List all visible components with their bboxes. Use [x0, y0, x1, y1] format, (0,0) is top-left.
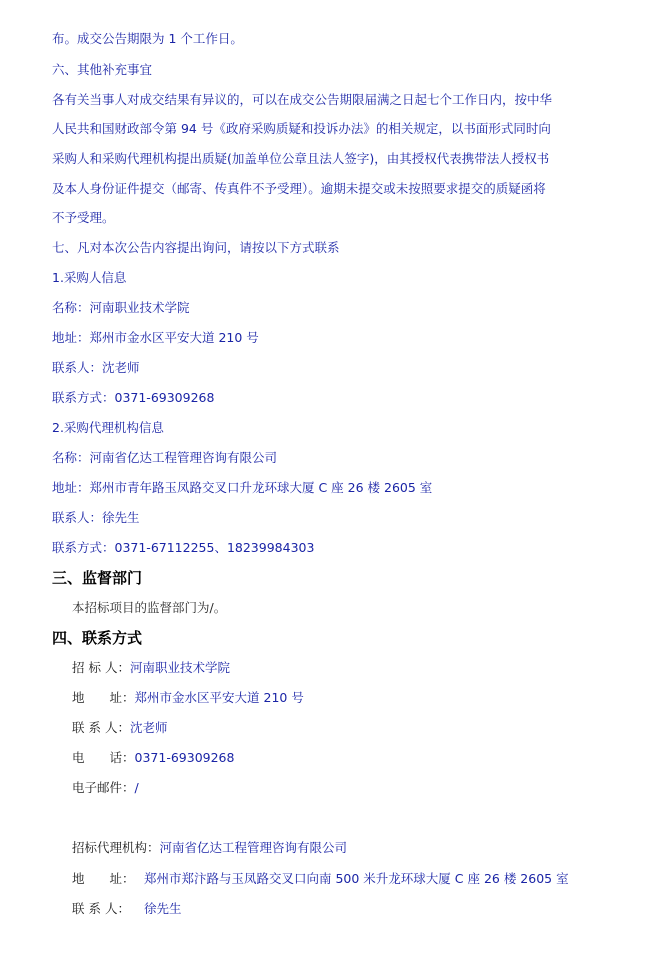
- agency-person-label: 联 系 人：: [72, 901, 130, 916]
- agency-contact-row: [72, 840, 347, 856]
- phone-value: 0371-69309268: [134, 750, 235, 765]
- contact-section-title: 四、联系方式: [52, 629, 143, 647]
- section6-title: 六、其他补充事宜: [52, 62, 153, 77]
- section6-tail: 布。成交公告期限为 1 个工作日。: [52, 31, 243, 46]
- purchaser-name: 名称：河南职业技术学院: [52, 300, 190, 315]
- agency-contact-label: 招标代理机构：: [72, 840, 160, 855]
- section6-body-line-1: 各有关当事人对成交结果有异议的，可以在成交公告期限届满之日起七个工作日内，按中华: [52, 92, 553, 107]
- agency-address-label: 地 址：: [72, 871, 135, 886]
- address-row: [72, 690, 304, 706]
- section6-body-line-2: 人民共和国财政部令第 94 号《政府采购质疑和投诉办法》的相关规定，以书面形式同时向: [52, 121, 551, 136]
- email-row: [72, 780, 139, 796]
- section6-body-line-4: 及本人身份证件提交（邮寄、传真件不予受理）。逾期未提交或未按照要求提交的质疑函将: [52, 181, 546, 196]
- section7-title: 七、凡对本次公告内容提出询问，请按以下方式联系: [52, 240, 340, 255]
- agency-title: 2.采购代理机构信息: [52, 420, 164, 435]
- agency-person-row: [72, 901, 182, 917]
- purchaser-contact: 联系人：沈老师: [52, 360, 140, 375]
- address-label: 地 址：: [72, 690, 135, 705]
- phone-row: [72, 750, 234, 766]
- agency-person-value: 徐先生: [144, 901, 182, 916]
- person-label: 联 系 人：: [72, 720, 130, 735]
- purchaser-title: 1.采购人信息: [52, 270, 127, 285]
- agency-contact-value: 河南省亿达工程管理咨询有限公司: [159, 840, 348, 855]
- purchaser-phone: 联系方式：0371-69309268: [52, 390, 215, 405]
- purchaser-address: 地址：郑州市金水区平安大道 210 号: [52, 330, 259, 345]
- section6-body-line-3: 采购人和采购代理机构提出质疑(加盖单位公章且法人签字)，由其授权代表携带法人授权书: [52, 151, 550, 166]
- agency-contact: 联系人：徐先生: [52, 510, 140, 525]
- person-value: 沈老师: [129, 720, 168, 735]
- agency-address-value: 郑州市郑汴路与玉凤路交叉口向南 500 米升龙环球大厦 C 座 26 楼 2605 室: [144, 871, 569, 886]
- agency-address-row: [72, 871, 569, 887]
- email-value: /: [134, 780, 139, 795]
- supervision-body: 本招标项目的监督部门为/。: [72, 600, 227, 615]
- section6-body-line-5: 不予受理。: [52, 210, 115, 225]
- tenderer-value: 河南职业技术学院: [129, 660, 230, 675]
- address-value: 郑州市金水区平安大道 210 号: [134, 690, 304, 705]
- supervision-title: 三、监督部门: [52, 569, 143, 587]
- agency-name: 名称：河南省亿达工程管理咨询有限公司: [52, 450, 278, 465]
- agency-address: 地址：郑州市青年路玉凤路交叉口升龙环球大厦 C 座 26 楼 2605 室: [52, 480, 433, 495]
- email-label: 电子邮件：: [72, 780, 135, 795]
- phone-label: 电 话：: [72, 750, 135, 765]
- person-row: [72, 720, 167, 736]
- agency-phone: 联系方式：0371-67112255、18239984303: [52, 540, 315, 555]
- tenderer-label: 招 标 人：: [72, 660, 130, 675]
- tenderer-row: [72, 660, 230, 676]
